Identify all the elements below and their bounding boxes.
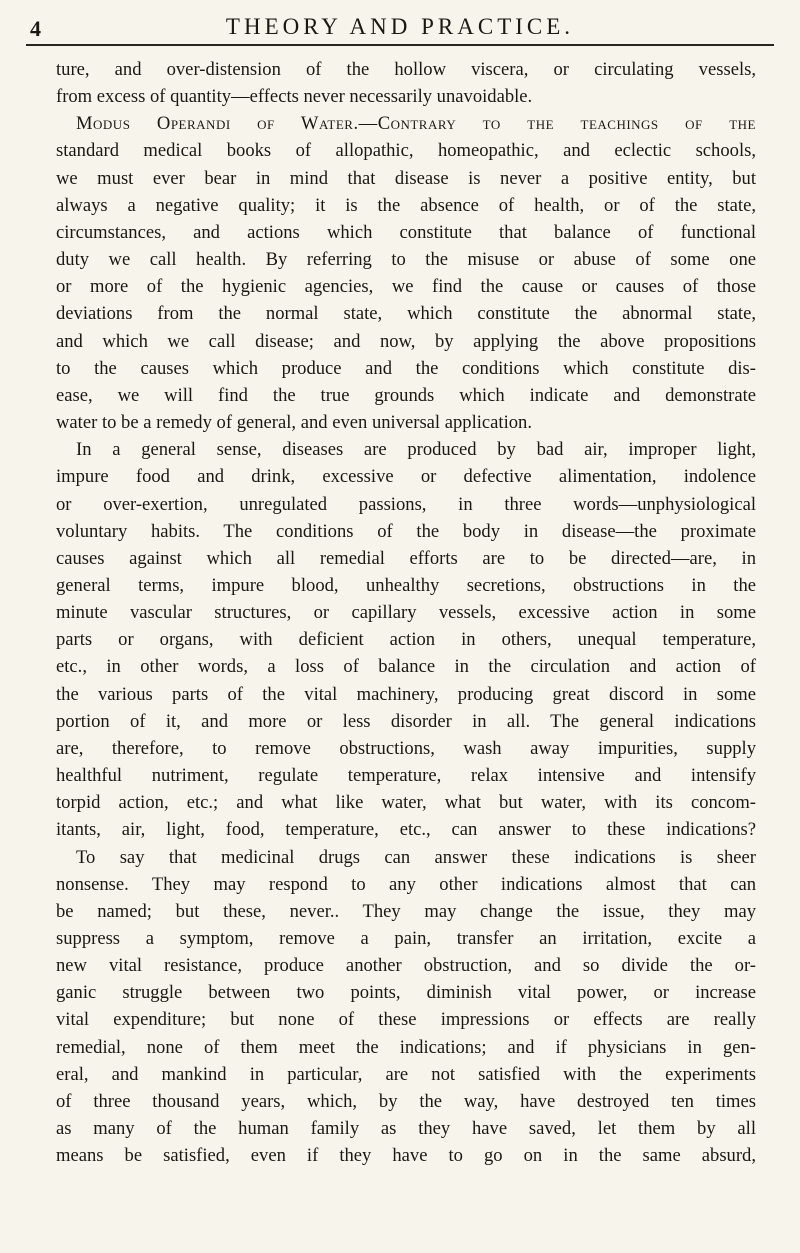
text-line: as many of the human family as they have saved, let them by all: [56, 1118, 756, 1140]
text-line: and which we call disease; and now, by applying the above propositions: [56, 330, 756, 352]
section-heading-line: Modus Operandi of Water.—Contrary to the teachings of the: [76, 113, 756, 135]
text-line: portion of it, and more or less disorder in all. The general indications: [56, 710, 756, 732]
running-title: THEORY AND PRACTICE.: [225, 14, 575, 39]
text-line: of three thousand years, which, by the way, have destroyed ten times: [56, 1090, 756, 1112]
text-line: impure food and drink, excessive or defective alimentation, indolence: [56, 466, 756, 488]
text-line: torpid action, etc.; and what like water, what but water, with its concom-: [56, 792, 756, 814]
text-line: causes against which all remedial efforts are to be directed—are, in: [56, 547, 756, 569]
text-line: remedial, none of them meet the indications; and if physicians in gen-: [56, 1036, 756, 1058]
text-line: To say that medicinal drugs can answer these indications is sheer: [76, 846, 756, 868]
text-line: standard medical books of allopathic, homeopathic, and eclectic schools,: [56, 140, 756, 162]
text-line: or more of the hygienic agencies, we find the cause or causes of those: [56, 276, 756, 298]
text-line: deviations from the normal state, which constitute the abnormal state,: [56, 303, 756, 325]
text-line: ease, we will find the true grounds which indicate and demonstrate: [56, 384, 756, 406]
text-line: ganic struggle between two points, diminish vital power, or increase: [56, 982, 756, 1004]
text-line: healthful nutriment, regulate temperature, relax intensive and intensify: [56, 765, 756, 787]
text-line: or over-exertion, unregulated passions, in three words—unphysiological: [56, 493, 756, 515]
page-number: 4: [30, 16, 41, 41]
text-line: etc., in other words, a loss of balance in the circulation and action of: [56, 656, 756, 678]
text-line: eral, and mankind in particular, are not satisfied with the experiments: [56, 1063, 756, 1085]
text-line: duty we call health. By referring to the misuse or abuse of some one: [56, 249, 756, 271]
text-line: itants, air, light, food, temperature, etc., can answer to these indications?: [56, 819, 756, 841]
text-line: means be satisfied, even if they have to go on in the same absurd,: [56, 1145, 756, 1167]
text-line: suppress a symptom, remove a pain, transfer an irritation, excite a: [56, 928, 756, 949]
text-line: always a negative quality; it is the absence of health, or of the state,: [56, 194, 756, 216]
text-line: be named; but these, never.. They may change the issue, they may: [56, 900, 756, 922]
text-line: voluntary habits. The conditions of the body in disease—the proximate: [56, 520, 756, 542]
text-line: circumstances, and actions which constitute that balance of functional: [56, 221, 756, 243]
text-line: are, therefore, to remove obstructions, wash away impurities, supply: [56, 737, 756, 759]
text-line: ture, and over-distension of the hollow viscera, or circulating vessels,: [56, 59, 756, 80]
text-line: general terms, impure blood, unhealthy secretions, obstructions in the: [56, 574, 756, 596]
text-line: nonsense. They may respond to any other indications almost that can: [56, 873, 756, 895]
page-header: [26, 10, 774, 46]
body-text: [56, 56, 756, 1169]
text-line: new vital resistance, produce another obstruction, and so divide the or-: [56, 955, 756, 977]
text-line: minute vascular structures, or capillary vessels, excessive action in some: [56, 602, 756, 624]
text-line: parts or organs, with deficient action in others, unequal temperature,: [56, 629, 756, 651]
text-line: water to be a remedy of general, and even universal application.: [56, 412, 533, 434]
text-line: In a general sense, diseases are produced by bad air, improper light,: [76, 439, 756, 461]
text-line: the various parts of the vital machinery, producing great discord in some: [56, 683, 756, 705]
text-line: from excess of quantity—effects never necessarily unavoidable.: [56, 86, 533, 108]
text-line: vital expenditure; but none of these impressions or effects are really: [56, 1009, 756, 1031]
text-line: to the causes which produce and the conditions which constitute dis-: [56, 357, 756, 379]
text-line: we must ever bear in mind that disease is never a positive entity, but: [56, 167, 756, 189]
